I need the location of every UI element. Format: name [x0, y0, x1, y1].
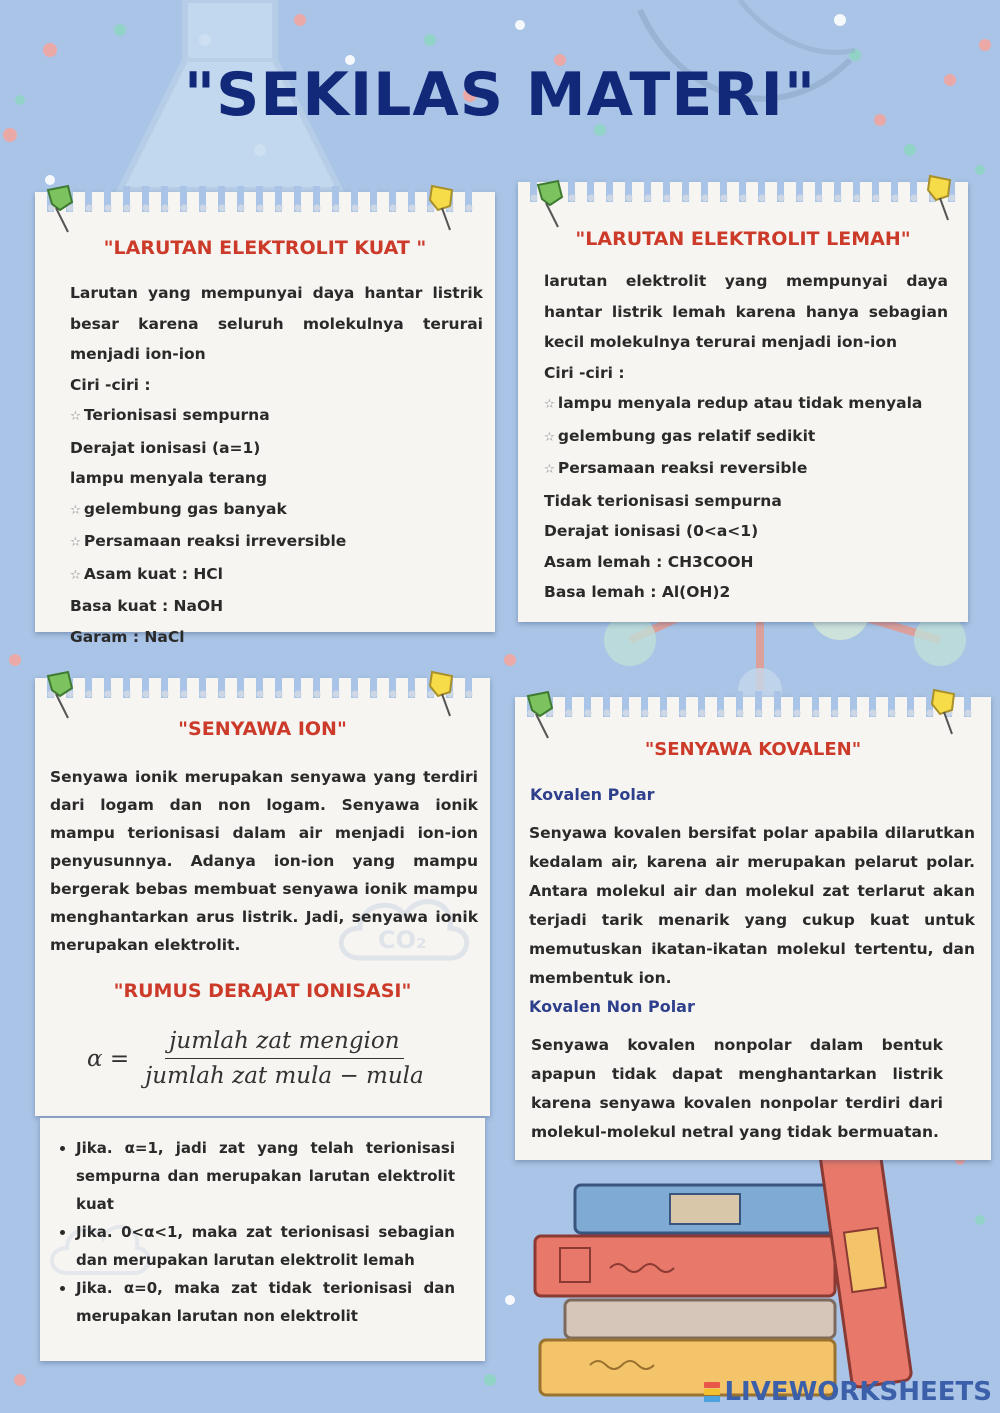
sparkle-icon: ✫ — [70, 502, 81, 518]
formula-numerator: jumlah zat mengion — [165, 1028, 403, 1059]
list-item: Basa lemah : Al(OH)2 — [544, 583, 731, 601]
sparkle-icon: ✫ — [544, 429, 555, 445]
card-covalent-compound — [515, 697, 991, 1160]
list-item: Ciri -ciri : — [70, 375, 151, 394]
pushpin-icon — [38, 666, 84, 722]
definition-text: larutan elektrolit yang mempunyai daya hantar listrik lemah karena hanya sebagian kecil molekulnya terurai menjadi ion-ion — [544, 272, 948, 351]
nonpolar-text: Senyawa kovalen nonpolar dalam bentuk apapun tidak dapat menghantarkan listrik karena senyawa kovalen nonpolar terdiri dari molekul-molekul netral yang tidak bermuatan. — [531, 1036, 943, 1141]
formula-lhs: α = — [87, 1045, 130, 1072]
nonpolar-heading: Kovalen Non Polar — [529, 997, 695, 1016]
card-title: "SENYAWA ION" — [178, 718, 347, 740]
definition-text: Larutan yang mempunyai daya hantar listrik besar karena seluruh molekulnya terurai menjadi ion-ion — [70, 284, 483, 363]
sparkle-icon: ✫ — [70, 567, 81, 583]
sparkle-icon: ✫ — [70, 535, 81, 550]
sparkle-icon: ✫ — [544, 397, 555, 412]
books-icon — [530, 1130, 940, 1400]
list-item: • Jika. α=1, jadi zat yang telah terionisasi sempurna dan merupakan larutan elektrolit kuat — [76, 1134, 455, 1218]
card-title: "SENYAWA KOVALEN" — [644, 739, 862, 760]
list-item: Basa kuat : NaOH — [70, 597, 224, 615]
pushpin-icon — [420, 664, 466, 720]
pushpin-icon — [518, 686, 564, 742]
svg-text:CO₂: CO₂ — [378, 926, 427, 954]
watermark-text: LIVEWORKSHEETS — [724, 1377, 992, 1407]
list-item: Persamaan reaksi irreversible — [83, 532, 347, 550]
sparkle-icon: ✫ — [70, 409, 81, 424]
list-item: lampu menyala redup atau tidak menyala — [557, 394, 923, 412]
list-item: • Jika. α=0, maka zat tidak terionisasi dan merupakan larutan non elektrolit — [76, 1274, 455, 1330]
spiral-binding — [527, 691, 979, 717]
spiral-binding — [47, 186, 483, 212]
spiral-binding — [530, 176, 956, 202]
pushpin-icon — [38, 180, 84, 236]
card-ionization-cases — [40, 1118, 485, 1361]
pushpin-icon — [420, 178, 466, 234]
list-item: gelembung gas banyak — [83, 499, 287, 518]
list-item: Derajat ionisasi (0<a<1) — [544, 522, 759, 540]
list-item: Garam : NaCl — [70, 627, 185, 646]
formula-denominator: jumlah zat mula − mula — [145, 1063, 424, 1089]
ionic-description: Senyawa ionik merupakan senyawa yang terdiri dari logam dan non logam. Senyawa ionik mampu terionisasi dalam air menjadi ion-ion penyusunnya. Adanya ion-ion yang mampu bergerak bebas membuat senyawa ionik mampu menghantarkan arus listrik. Jadi, senyawa ionik merupakan elektrolit. — [50, 768, 478, 954]
card-title: "LARUTAN ELEKTROLIT KUAT " — [103, 237, 427, 259]
list-item: Terionisasi sempurna — [83, 406, 270, 424]
polar-heading: Kovalen Polar — [530, 785, 655, 804]
list-item: lampu menyala terang — [70, 469, 268, 487]
card-title: "LARUTAN ELEKTROLIT LEMAH" — [575, 228, 911, 250]
spiral-binding — [47, 672, 478, 698]
list-item: Ciri -ciri : — [544, 363, 625, 382]
list-item: Derajat ionisasi (a=1) — [70, 438, 261, 457]
formula-title: "RUMUS DERAJAT IONISASI" — [113, 980, 412, 1002]
list-item: Tidak terionisasi sempurna — [544, 491, 782, 510]
list-item: gelembung gas relatif sedikit — [557, 426, 816, 445]
card-strong-electrolyte — [35, 192, 495, 646]
pushpin-icon — [918, 168, 964, 224]
card-weak-electrolyte — [518, 182, 968, 622]
sparkle-icon: ✫ — [544, 462, 555, 477]
list-item: Asam lemah : CH3COOH — [544, 552, 754, 571]
ionization-formula — [87, 1028, 428, 1089]
card-ionic-compound — [35, 678, 490, 1116]
page-title: "SEKILAS MATERI" — [183, 60, 817, 130]
list-item: • Jika. 0<α<1, maka zat terionisasi sebagian dan merupakan larutan elektrolit lemah — [76, 1218, 455, 1274]
list-item: Persamaan reaksi reversible — [557, 459, 808, 477]
pushpin-icon — [528, 175, 574, 231]
pushpin-icon — [922, 682, 968, 738]
liveworksheets-logo-icon — [704, 1382, 720, 1402]
list-item: Asam kuat : HCl — [83, 564, 223, 583]
polar-text: Senyawa kovalen bersifat polar apabila dilarutkan kedalam air, karena air merupakan pelarut polar. Antara molekul air dan molekul zat terlarut akan terjadi tarik menarik yang cukup kuat untuk memutuskan ikatan-ikatan molekul tertentu, dan membentuk ion. — [529, 824, 975, 987]
liveworksheets-watermark[interactable] — [704, 1377, 992, 1407]
